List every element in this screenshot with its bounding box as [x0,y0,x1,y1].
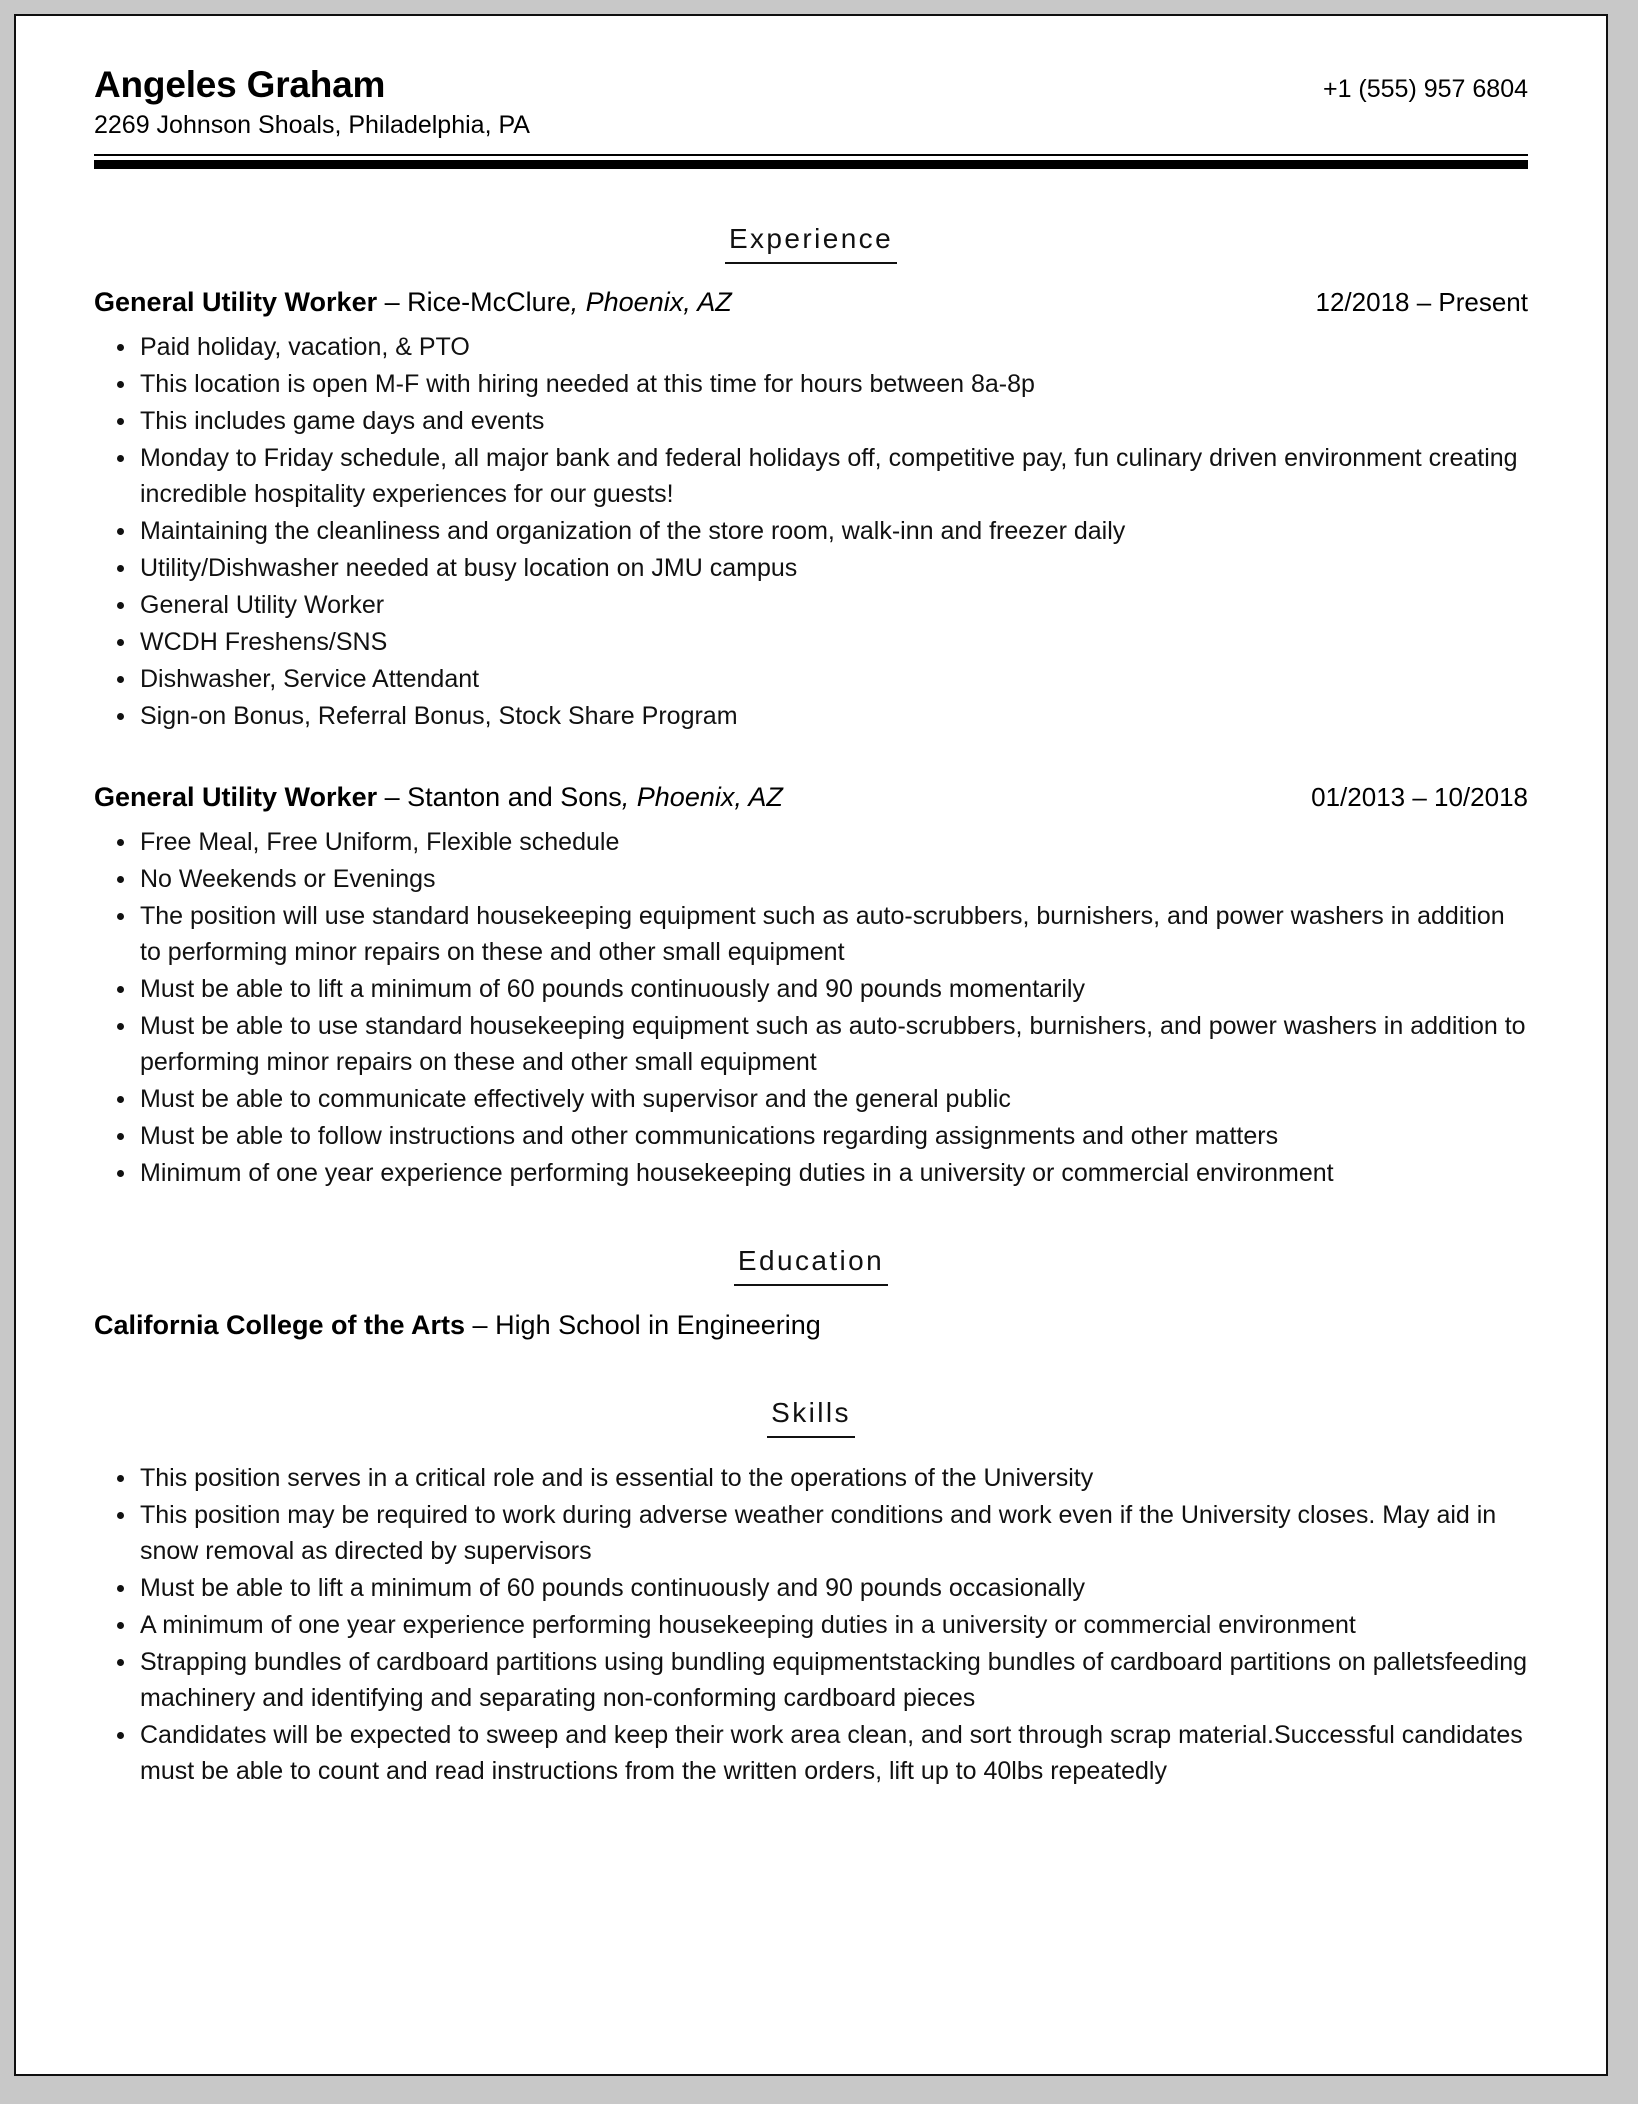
job-company: – Rice-McClure [384,287,571,318]
resume-page [14,14,1608,2076]
list-item: This includes game days and events [94,403,1528,439]
list-item: Must be able to lift a minimum of 60 pounds continuously and 90 pounds occasionally [94,1570,1528,1606]
experience-entry-header [94,286,1528,320]
list-item: Strapping bundles of cardboard partitions using bundling equipmentstacking bundles of cardboard partitions on palletsfeeding machinery and identifying and separating non-conforming cardboard pieces [94,1644,1528,1716]
list-item: Must be able to communicate effectively with supervisor and the general public [94,1081,1528,1117]
experience-bullet-list [94,329,1528,734]
header-divider [94,154,1528,169]
list-item: Utility/Dishwasher needed at busy location on JMU campus [94,550,1528,586]
section-heading-experience [94,223,1528,264]
experience-entry-title-line [94,781,783,815]
candidate-name: Angeles Graham [94,64,386,105]
resume-header [94,64,1528,105]
list-item: Minimum of one year experience performing housekeeping duties in a university or commercial environment [94,1155,1528,1191]
list-item: Must be able to use standard housekeeping equipment such as auto-scrubbers, burnishers, and power washers in addition to performing minor repairs on these and other small equipment [94,1008,1528,1080]
job-location: , Phoenix, AZ [570,287,732,318]
section-heading-skills-label: Skills [767,1397,855,1438]
divider-thick-rule [94,160,1528,169]
section-heading-skills [94,1397,1528,1438]
list-item: Candidates will be expected to sweep and keep their work area clean, and sort through scrap material.Successful candidates must be able to count and read instructions from the written orders, lift up to 40lbs repeatedly [94,1717,1528,1789]
experience-bullet-list [94,824,1528,1191]
list-item: Dishwasher, Service Attendant [94,661,1528,697]
list-item: General Utility Worker [94,587,1528,623]
list-item: The position will use standard housekeeping equipment such as auto-scrubbers, burnishers, and power washers in addition to performing minor repairs on these and other small equipment [94,898,1528,970]
candidate-phone: +1 (555) 957 6804 [1322,75,1528,103]
job-location: , Phoenix, AZ [621,782,783,813]
experience-entry-title-line [94,286,732,320]
entry-spacer [94,735,1528,775]
job-title: General Utility Worker [94,287,385,318]
list-item: Paid holiday, vacation, & PTO [94,329,1528,365]
skills-bullet-list [94,1460,1528,1789]
education-entry [94,1308,1528,1343]
experience-entry [94,781,1528,1191]
experience-entry [94,286,1528,734]
list-item: Must be able to lift a minimum of 60 pounds continuously and 90 pounds momentarily [94,971,1528,1007]
section-heading-education [94,1245,1528,1286]
experience-entry-header [94,781,1528,815]
list-item: Free Meal, Free Uniform, Flexible schedule [94,824,1528,860]
job-company: – Stanton and Sons [384,782,622,813]
list-item: WCDH Freshens/SNS [94,624,1528,660]
list-item: Maintaining the cleanliness and organization of the store room, walk-inn and freezer daily [94,513,1528,549]
list-item: Monday to Friday schedule, all major bank and federal holidays off, competitive pay, fun culinary driven environment creating incredible hospitality experiences for our guests! [94,440,1528,512]
education-degree: – High School in Engineering [472,1309,821,1340]
list-item: No Weekends or Evenings [94,861,1528,897]
section-heading-experience-label: Experience [725,223,897,264]
list-item: A minimum of one year experience performing housekeeping duties in a university or commercial environment [94,1607,1528,1643]
list-item: This position serves in a critical role and is essential to the operations of the University [94,1460,1528,1496]
list-item: This location is open M-F with hiring needed at this time for hours between 8a-8p [94,366,1528,402]
job-title: General Utility Worker [94,782,385,813]
list-item: Must be able to follow instructions and other communications regarding assignments and other matters [94,1118,1528,1154]
job-date-range: 12/2018 – Present [1315,287,1528,318]
candidate-address: 2269 Johnson Shoals, Philadelphia, PA [94,111,530,140]
list-item: Sign-on Bonus, Referral Bonus, Stock Share Program [94,698,1528,734]
education-school: California College of the Arts [94,1309,473,1340]
job-date-range: 01/2013 – 10/2018 [1311,782,1528,813]
section-heading-education-label: Education [734,1245,888,1286]
list-item: This position may be required to work during adverse weather conditions and work even if the University closes. May aid in snow removal as directed by supervisors [94,1497,1528,1569]
